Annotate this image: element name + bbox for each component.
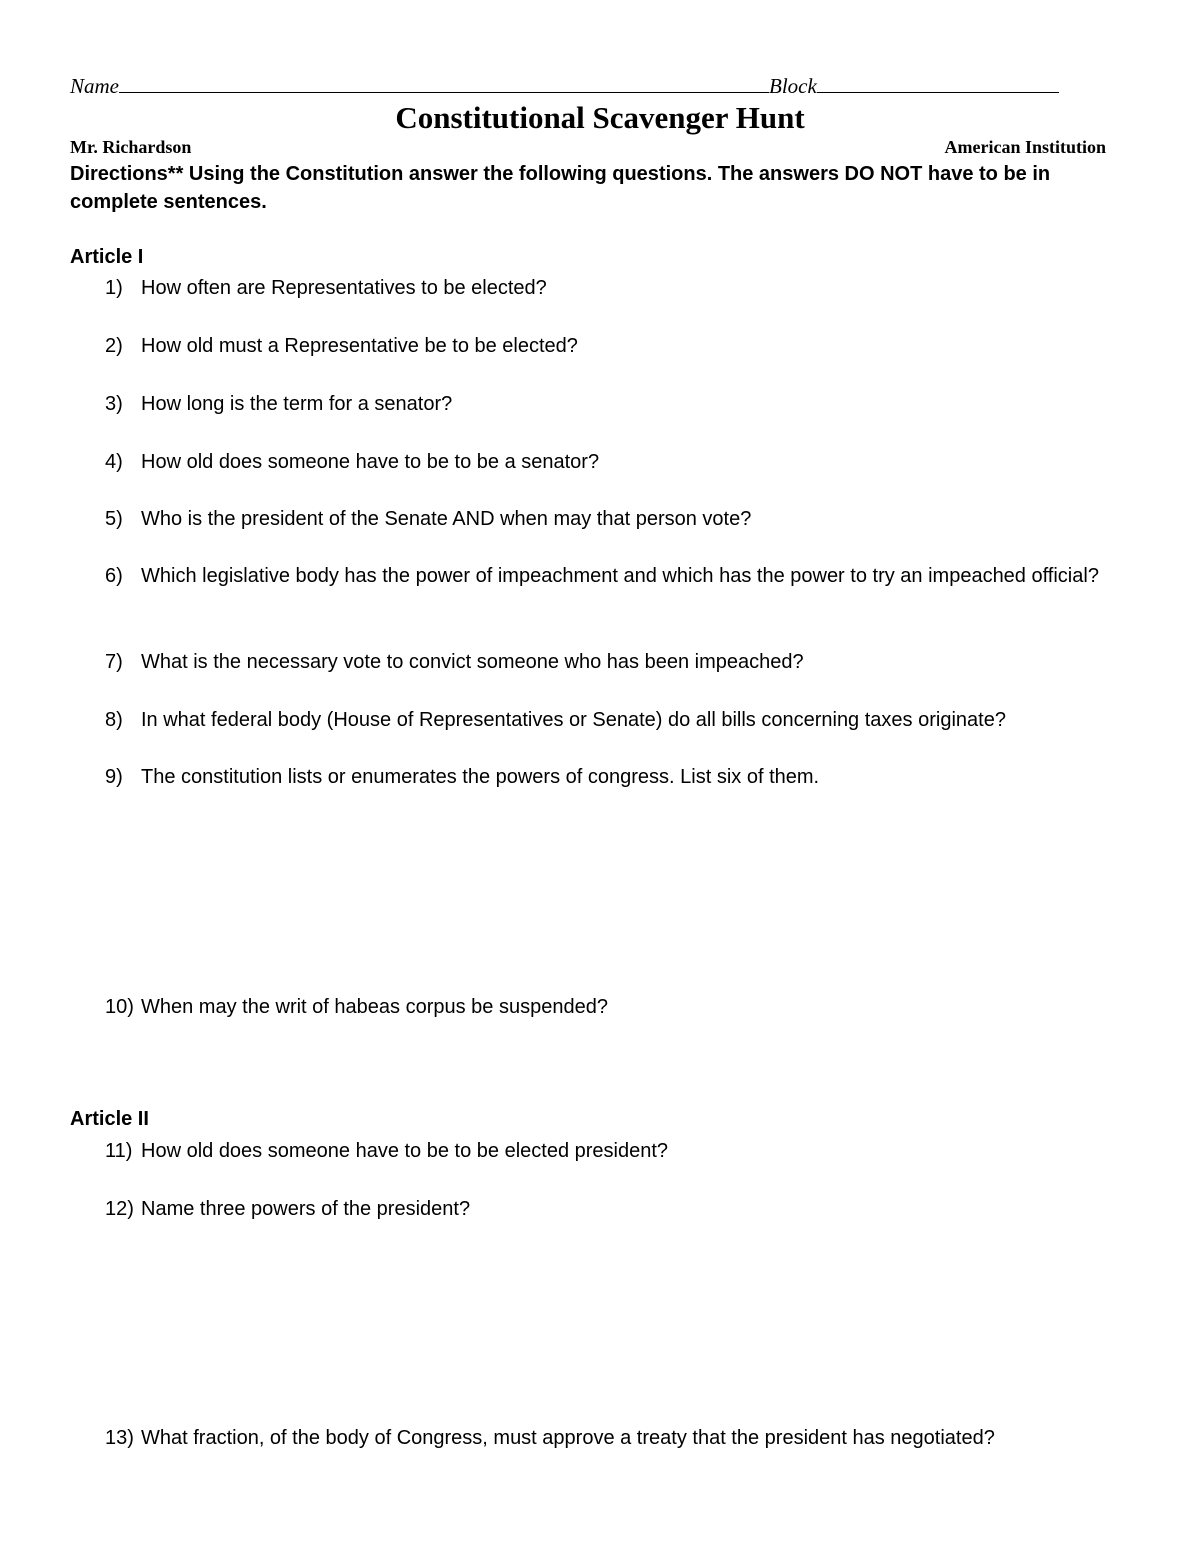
question-5 xyxy=(105,505,1145,533)
question-text: Which legislative body has the power of impeachment and which has the power to try an impeached official? xyxy=(141,565,1099,587)
name-block-line xyxy=(70,74,1059,99)
course-name: American Institution xyxy=(944,137,1106,157)
question-6 xyxy=(105,562,1145,590)
question-text: In what federal body (House of Representatives or Senate) do all bills concerning taxes originate? xyxy=(141,709,1006,731)
question-number: 1) xyxy=(105,277,123,299)
article-2-heading: Article II xyxy=(70,1108,149,1130)
question-12 xyxy=(105,1195,1145,1223)
name-label: Name xyxy=(70,74,119,98)
page-title: Constitutional Scavenger Hunt xyxy=(395,100,805,135)
question-1 xyxy=(105,274,1145,302)
question-text: How old does someone have to be to be a senator? xyxy=(141,451,600,473)
question-13 xyxy=(105,1424,1145,1452)
question-text: Name three powers of the president? xyxy=(141,1198,471,1220)
question-4 xyxy=(105,448,1145,476)
question-number: 6) xyxy=(105,565,123,587)
name-blank[interactable] xyxy=(119,91,769,93)
question-8 xyxy=(105,706,1145,734)
question-9 xyxy=(105,763,1145,791)
question-number: 2) xyxy=(105,335,123,357)
question-7 xyxy=(105,648,1145,676)
question-text: When may the writ of habeas corpus be suspended? xyxy=(141,996,608,1018)
question-number: 11) xyxy=(105,1140,133,1162)
question-number: 4) xyxy=(105,451,123,473)
question-text: How old must a Representative be to be elected? xyxy=(141,335,578,357)
question-3 xyxy=(105,390,1145,418)
article-1-heading: Article I xyxy=(70,246,144,268)
question-text: How long is the term for a senator? xyxy=(141,393,453,415)
question-text: How old does someone have to be to be elected president? xyxy=(141,1140,669,1162)
block-blank[interactable] xyxy=(817,91,1059,93)
question-number: 3) xyxy=(105,393,123,415)
teacher-name: Mr. Richardson xyxy=(70,137,192,157)
question-text: The constitution lists or enumerates the powers of congress. List six of them. xyxy=(141,766,820,788)
question-number: 8) xyxy=(105,709,123,731)
question-11 xyxy=(105,1137,1145,1165)
directions: Directions** Using the Constitution answer the following questions. The answers DO NOT have to be in complete sentences. xyxy=(70,163,1051,213)
block-label: Block xyxy=(769,74,817,98)
question-number: 5) xyxy=(105,508,123,530)
question-text: How often are Representatives to be elected? xyxy=(141,277,547,299)
question-number: 13) xyxy=(105,1427,134,1449)
question-number: 9) xyxy=(105,766,123,788)
question-text: What is the necessary vote to convict someone who has been impeached? xyxy=(141,651,804,673)
question-number: 12) xyxy=(105,1198,134,1220)
question-10 xyxy=(105,993,1145,1021)
question-text: What fraction, of the body of Congress, must approve a treaty that the president has negotiated? xyxy=(141,1427,995,1449)
question-number: 10) xyxy=(105,996,134,1018)
question-2 xyxy=(105,332,1145,360)
question-number: 7) xyxy=(105,651,123,673)
question-text: Who is the president of the Senate AND when may that person vote? xyxy=(141,508,752,530)
